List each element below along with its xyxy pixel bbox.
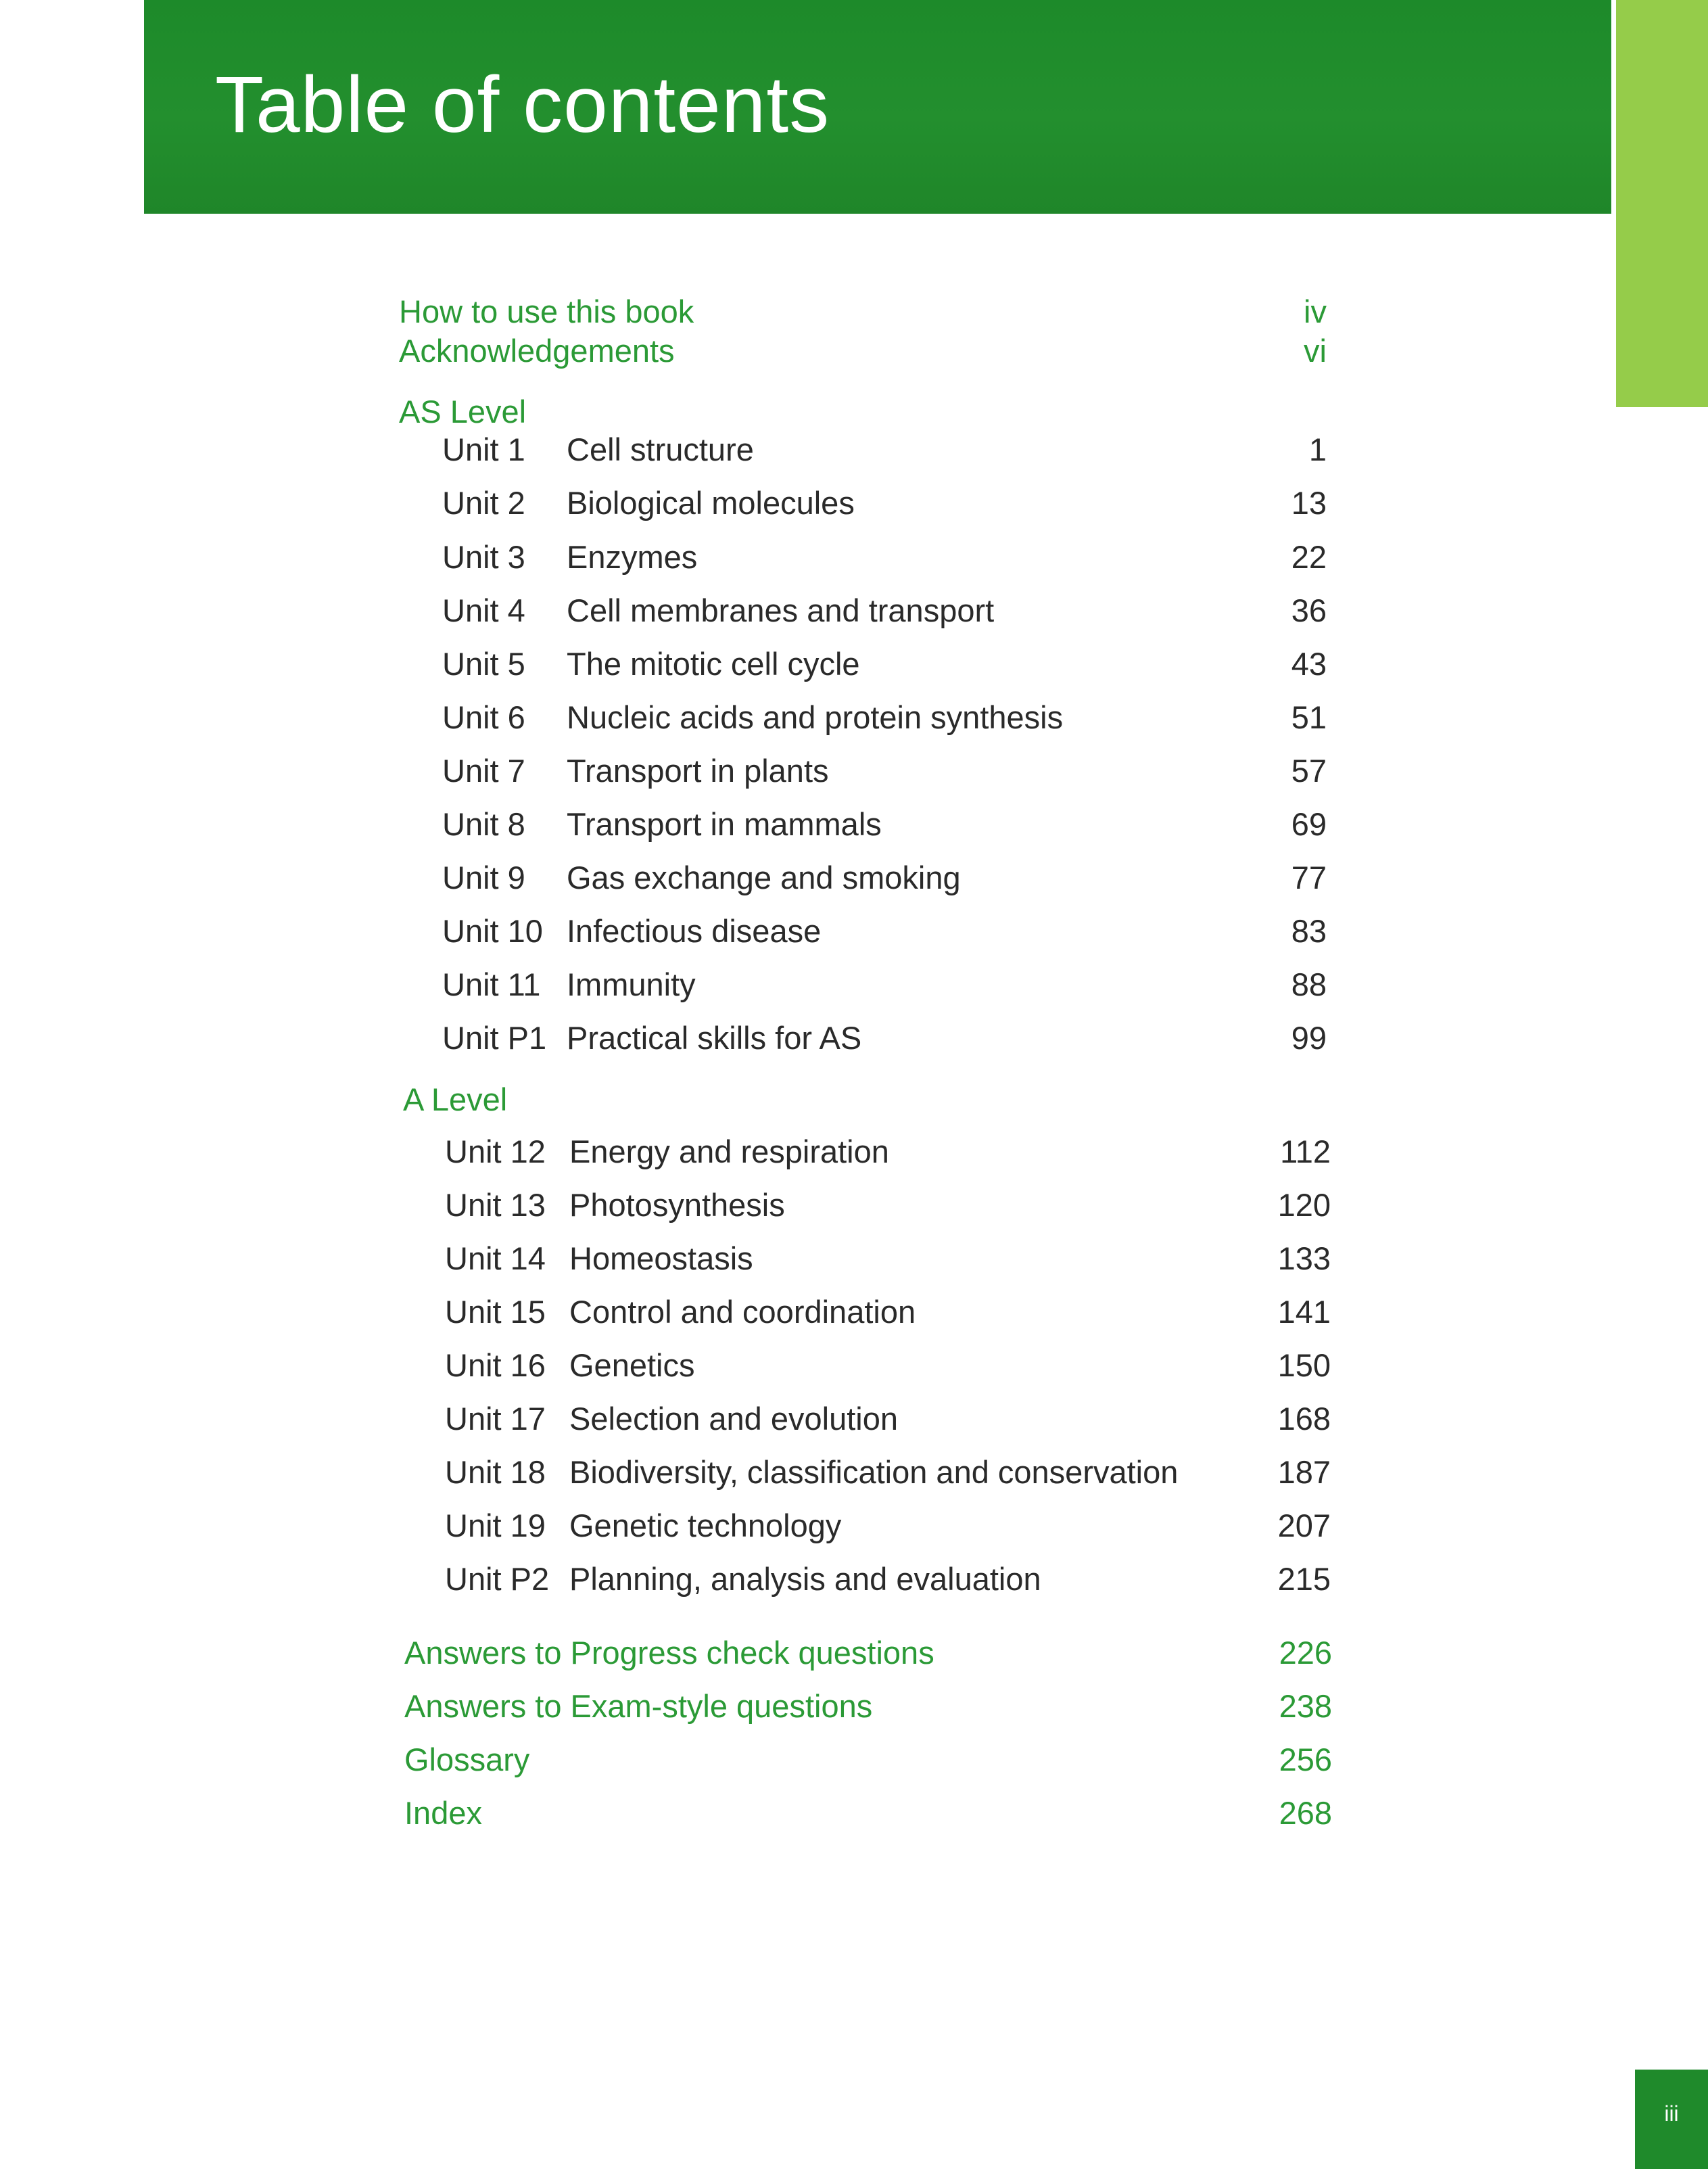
toc-unit-row[interactable] — [442, 801, 1327, 848]
toc-unit-row[interactable] — [445, 1502, 1331, 1549]
unit-title: Planning, analysis and evaluation — [569, 1561, 1041, 1597]
toc-unit-row[interactable] — [442, 747, 1327, 795]
unit-number: Unit 10 — [442, 913, 543, 949]
unit-title: Practical skills for AS — [567, 1020, 862, 1056]
unit-page: 43 — [1291, 646, 1327, 682]
unit-number: Unit 9 — [442, 860, 525, 895]
toc-unit-row[interactable] — [445, 1556, 1331, 1603]
toc-entry-page: 268 — [1279, 1795, 1332, 1831]
toc-entry-page: iv — [1304, 294, 1327, 329]
unit-title: Enzymes — [567, 539, 698, 575]
unit-title: Selection and evolution — [569, 1401, 899, 1437]
unit-number: Unit 17 — [445, 1401, 546, 1437]
unit-number: Unit 1 — [442, 432, 525, 467]
toc-unit-row[interactable] — [445, 1128, 1331, 1175]
unit-number: Unit P1 — [442, 1020, 547, 1056]
unit-page: 77 — [1291, 860, 1327, 895]
unit-number: Unit 12 — [445, 1134, 546, 1169]
unit-page: 69 — [1291, 806, 1327, 842]
unit-page: 120 — [1277, 1187, 1331, 1223]
unit-number: Unit 4 — [442, 592, 525, 628]
toc-unit-row[interactable] — [445, 1342, 1331, 1389]
toc-entry-label: How to use this book — [399, 294, 694, 329]
toc-unit-row[interactable] — [442, 426, 1327, 473]
section-heading-a-level: A Level — [403, 1081, 508, 1117]
toc-unit-row[interactable] — [445, 1182, 1331, 1229]
unit-page: 215 — [1277, 1561, 1331, 1597]
unit-title: Genetic technology — [569, 1508, 842, 1543]
toc-unit-row[interactable] — [442, 534, 1327, 581]
unit-page: 13 — [1291, 485, 1327, 521]
unit-number: Unit 13 — [445, 1187, 546, 1223]
unit-number: Unit 14 — [445, 1240, 546, 1276]
toc-unit-row[interactable] — [442, 854, 1327, 902]
toc-entry-page: 238 — [1279, 1688, 1332, 1724]
unit-title: Biological molecules — [567, 485, 855, 521]
toc-entry-page: vi — [1304, 333, 1327, 369]
toc-entry-index[interactable] — [404, 1790, 1332, 1837]
page-title: Table of contents — [215, 60, 830, 149]
unit-page: 112 — [1280, 1134, 1331, 1169]
toc-entry-glossary[interactable] — [404, 1736, 1332, 1783]
unit-number: Unit 19 — [445, 1508, 546, 1543]
unit-page: 99 — [1291, 1020, 1327, 1056]
unit-title: Transport in plants — [567, 753, 829, 789]
toc-unit-row[interactable] — [445, 1235, 1331, 1282]
unit-title: Genetics — [569, 1347, 695, 1383]
unit-title: Cell membranes and transport — [567, 592, 995, 628]
unit-number: Unit 11 — [442, 966, 541, 1002]
toc-entry-answers-exam[interactable] — [404, 1683, 1332, 1730]
unit-number: Unit 8 — [442, 806, 525, 842]
toc-unit-row[interactable] — [445, 1395, 1331, 1443]
toc-unit-row[interactable] — [442, 694, 1327, 741]
unit-number: Unit 5 — [442, 646, 525, 682]
unit-title: Photosynthesis — [569, 1187, 785, 1223]
toc-entry-label: Index — [404, 1795, 482, 1831]
unit-title: Immunity — [567, 966, 696, 1002]
toc-entry-answers-progress[interactable] — [404, 1629, 1332, 1677]
unit-number: Unit P2 — [445, 1561, 550, 1597]
unit-title: Infectious disease — [567, 913, 822, 949]
toc-entry-acknowledgements[interactable] — [399, 327, 1327, 375]
unit-page: 168 — [1277, 1401, 1331, 1437]
unit-number: Unit 18 — [445, 1454, 546, 1490]
toc-unit-row[interactable] — [442, 908, 1327, 955]
toc-entry-page: 226 — [1279, 1635, 1332, 1671]
toc-unit-row[interactable] — [442, 640, 1327, 688]
section-heading-as-level: AS Level — [399, 394, 527, 429]
unit-page: 150 — [1277, 1347, 1331, 1383]
unit-page: 36 — [1291, 592, 1327, 628]
unit-page: 1 — [1308, 432, 1327, 467]
toc-entry-label: Glossary — [404, 1742, 530, 1777]
page-number-badge: iii — [1635, 2070, 1708, 2169]
unit-page: 22 — [1291, 539, 1327, 575]
unit-number: Unit 2 — [442, 485, 525, 521]
unit-title: Gas exchange and smoking — [567, 860, 961, 895]
toc-entry-page: 256 — [1279, 1742, 1332, 1777]
unit-number: Unit 15 — [445, 1294, 546, 1330]
unit-page: 133 — [1277, 1240, 1331, 1276]
unit-page: 88 — [1291, 966, 1327, 1002]
unit-page: 187 — [1277, 1454, 1331, 1490]
unit-title: Transport in mammals — [567, 806, 882, 842]
unit-title: Cell structure — [567, 432, 754, 467]
unit-page: 207 — [1277, 1508, 1331, 1543]
unit-page: 141 — [1277, 1294, 1331, 1330]
toc-unit-row[interactable] — [445, 1449, 1331, 1496]
unit-title: Energy and respiration — [569, 1134, 889, 1169]
unit-number: Unit 6 — [442, 699, 525, 735]
unit-title: The mitotic cell cycle — [567, 646, 860, 682]
unit-title: Nucleic acids and protein synthesis — [567, 699, 1064, 735]
toc-unit-row[interactable] — [442, 587, 1327, 634]
toc-unit-row[interactable] — [442, 480, 1327, 527]
unit-number: Unit 3 — [442, 539, 525, 575]
unit-page: 51 — [1291, 699, 1327, 735]
unit-number: Unit 16 — [445, 1347, 546, 1383]
toc-unit-row[interactable] — [442, 961, 1327, 1008]
toc-entry-label: Acknowledgements — [399, 333, 675, 369]
unit-title: Homeostasis — [569, 1240, 753, 1276]
unit-title: Biodiversity, classification and conservation — [569, 1454, 1179, 1490]
unit-page: 57 — [1291, 753, 1327, 789]
unit-title: Control and coordination — [569, 1294, 916, 1330]
unit-number: Unit 7 — [442, 753, 525, 789]
toc-unit-row[interactable] — [445, 1288, 1331, 1336]
toc-entry-label: Answers to Exam-style questions — [404, 1688, 873, 1724]
unit-page: 83 — [1291, 913, 1327, 949]
toc-unit-row[interactable] — [442, 1014, 1327, 1062]
toc-entry-label: Answers to Progress check questions — [404, 1635, 934, 1671]
